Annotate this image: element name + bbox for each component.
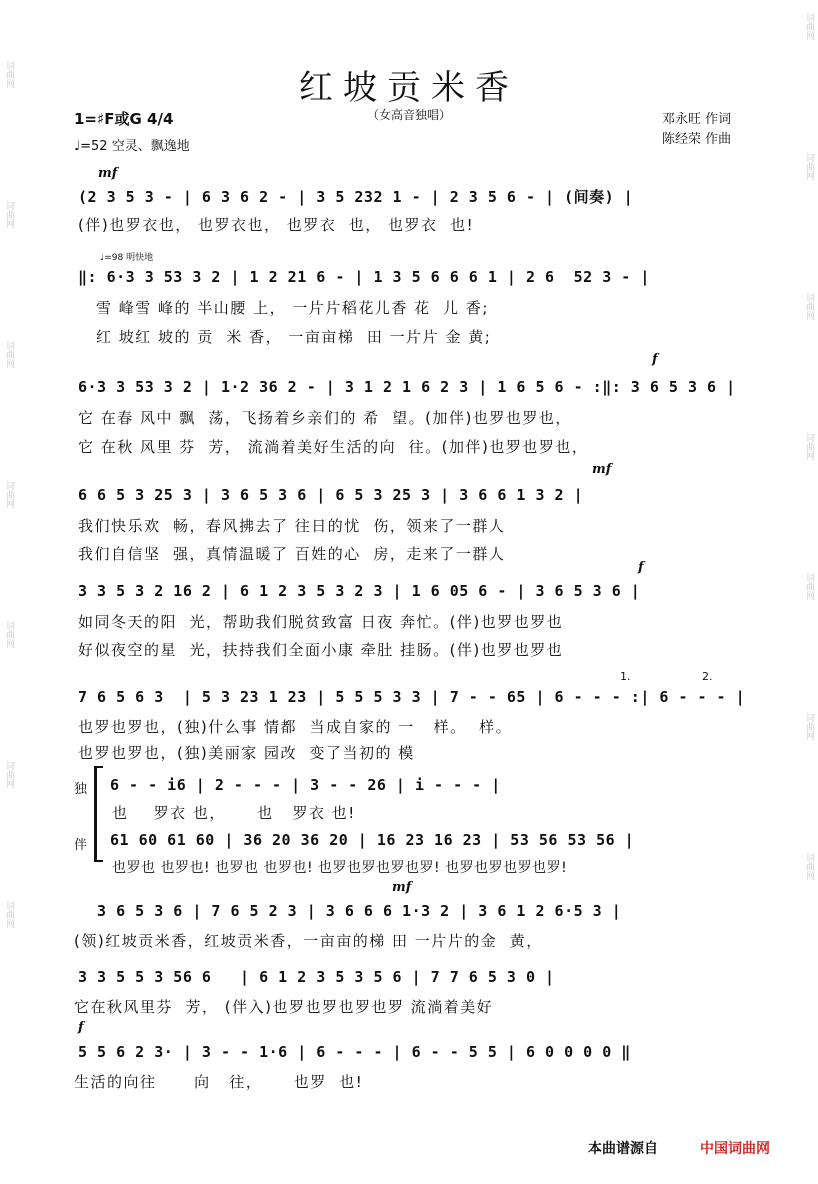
score-line-5-lyrics-verse-1: 如同冬天的阳 光，帮助我们脱贫致富 日夜 奔忙。(伴)也罗也罗也 [78, 613, 564, 631]
watermark-text: 词曲网 [4, 61, 14, 88]
dynamic-mark: mf [98, 166, 118, 181]
dynamic-mark: mf [592, 462, 612, 477]
score-line-2-lyrics-verse-1: 雪 峰雪 峰的 半山腰 上， 一片片稻花儿香 花 儿 香; [96, 299, 489, 317]
watermark-right [802, 0, 816, 893]
composer-credit: 陈经荣 作曲 [662, 132, 732, 147]
score-line-8-notes: 61 60 61 60 | 36 20 36 20 | 16 23 16 23 | 53 56 53 56 | [110, 831, 635, 849]
song-title: 红坡贡米香 [299, 68, 519, 108]
score-line-3-notes: 6·3 3 53 3 2 | 1·2 36 2 - | 3 1 2 1 6 2 3 | 1 6 5 6 - :‖: 3 6 5 3 6 | [78, 378, 736, 396]
score-line-4-lyrics-verse-2: 我们自信坚 强，真情温暖了 百姓的心 房，走来了一群人 [78, 545, 506, 563]
score-line-11-lyrics: 生活的向往 向 往， 也罗 也! [74, 1073, 364, 1091]
score-line-10-lyrics: 它在秋风里芬 芳， (伴入)也罗也罗也罗也罗 流淌着美好 [74, 998, 494, 1016]
score-line-6-lyrics-verse-2: 也罗也罗也，(独)美丽家 园改 变了当初的 模 [78, 744, 415, 762]
watermark-text: 词曲网 [804, 573, 814, 600]
key-signature: 1=♯F或G 4/4 [74, 110, 174, 128]
watermark-text: 词曲网 [804, 153, 814, 180]
score-line-4-notes: 6 6 5 3 25 3 | 3 6 5 3 6 | 6 5 3 25 3 | 3 6 6 1 3 2 | [78, 486, 584, 504]
watermark-text: 词曲网 [4, 621, 14, 648]
score-line-1-lyrics: (伴)也罗衣也， 也罗衣也， 也罗衣 也， 也罗衣 也! [78, 216, 475, 234]
score-line-10-notes: 3 3 5 5 3 56 6 | 6 1 2 3 5 3 5 6 | 7 7 6 5 3 0 | [78, 968, 555, 986]
watermark-text: 词曲网 [4, 201, 14, 228]
solo-part-label: 独 [74, 782, 88, 797]
score-line-3-lyrics-verse-2: 它 在秋 风里 芬 芳， 流淌着美好生活的向 往。(加伴)也罗也罗也， [78, 438, 589, 456]
watermark-left [2, 0, 16, 941]
tempo-marking: ♩=52 空灵、飘逸地 [74, 139, 190, 154]
watermark-text: 词曲网 [4, 341, 14, 368]
watermark-text: 词曲网 [804, 13, 814, 40]
dynamic-mark: mf [392, 880, 412, 895]
score-line-8-lyrics: 也罗也 也罗也! 也罗也 也罗也! 也罗也罗也罗也罗! 也罗也罗也罗也罗! [112, 860, 568, 876]
score-line-6-lyrics-verse-1: 也罗也罗也，(独)什么事 情都 当成自家的 一 样。 样。 [78, 718, 513, 736]
dynamic-mark: f [78, 1020, 84, 1035]
system-bracket [94, 766, 103, 862]
score-line-1-notes: (2 3 5 3 - | 6 3 6 2 - | 3 5 232 1 - | 2 3 5 6 - | (间奏) | [78, 188, 634, 206]
score-line-3-lyrics-verse-1: 它 在春 风中 飘 荡，飞扬着乡亲们的 希 望。(加伴)也罗也罗也， [78, 409, 572, 427]
dynamic-mark: f [652, 352, 658, 367]
score-line-11-notes: 5 5 6 2 3· | 3 - - 1·6 | 6 - - - | 6 - - 5 5 | 6 0 0 0 0 ‖ [78, 1043, 631, 1061]
score-line-5-lyrics-verse-2: 好似夜空的星 光，扶持我们全面小康 牵肚 挂肠。(伴)也罗也罗也 [78, 641, 564, 659]
score-line-7-lyrics: 也 罗衣 也， 也 罗衣 也! [112, 804, 356, 822]
score-line-6-notes: 7 6 5 6 3 | 5 3 23 1 23 | 5 5 5 3 3 | 7 - - 65 | 6 - - - :| 6 - - - | [78, 688, 746, 706]
lyricist-credit: 邓永旺 作词 [662, 112, 732, 127]
volta-2: 2. [702, 670, 713, 683]
score-line-7-notes: 6 - - i6 | 2 - - - | 3 - - 26 | i - - - | [110, 776, 501, 794]
score-line-5-notes: 3 3 5 3 2 16 2 | 6 1 2 3 5 3 2 3 | 1 6 05 6 - | 3 6 5 3 6 | [78, 582, 641, 600]
watermark-text: 词曲网 [804, 293, 814, 320]
score-line-2-notes: ‖: 6·3 3 53 3 2 | 1 2 21 6 - | 1 3 5 6 6 6 1 | 2 6 52 3 - | [78, 268, 650, 286]
volta-1: 1. [620, 670, 631, 683]
score-line-4-lyrics-verse-1: 我们快乐欢 畅，春风拂去了 往日的忧 伤，领来了一群人 [78, 517, 506, 535]
watermark-text: 词曲网 [804, 853, 814, 880]
score-line-2-lyrics-verse-2: 红 坡红 坡的 贡 米 香， 一亩亩梯 田 一片片 金 黄; [96, 328, 492, 346]
watermark-text: 词曲网 [804, 713, 814, 740]
watermark-text: 词曲网 [804, 433, 814, 460]
song-subtitle: （女高音独唱） [366, 108, 451, 122]
watermark-text: 词曲网 [4, 481, 14, 508]
watermark-text: 词曲网 [4, 901, 14, 928]
score-line-9-notes: 3 6 5 3 6 | 7 6 5 2 3 | 3 6 6 6 1·3 2 | 3 6 1 2 6·5 3 | [78, 902, 622, 920]
score-line-9-lyrics: (领)红坡贡米香，红坡贡米香，一亩亩的梯 田 一片片的金 黄， [74, 932, 543, 950]
accompaniment-part-label: 伴 [74, 838, 88, 853]
tempo-change-mark: ♩=98 明快地 [100, 253, 154, 263]
site-link[interactable]: 中国词曲网 [700, 1141, 770, 1157]
source-label: 本曲谱源自 [588, 1141, 658, 1157]
watermark-text: 词曲网 [4, 761, 14, 788]
dynamic-mark: f [638, 560, 644, 575]
